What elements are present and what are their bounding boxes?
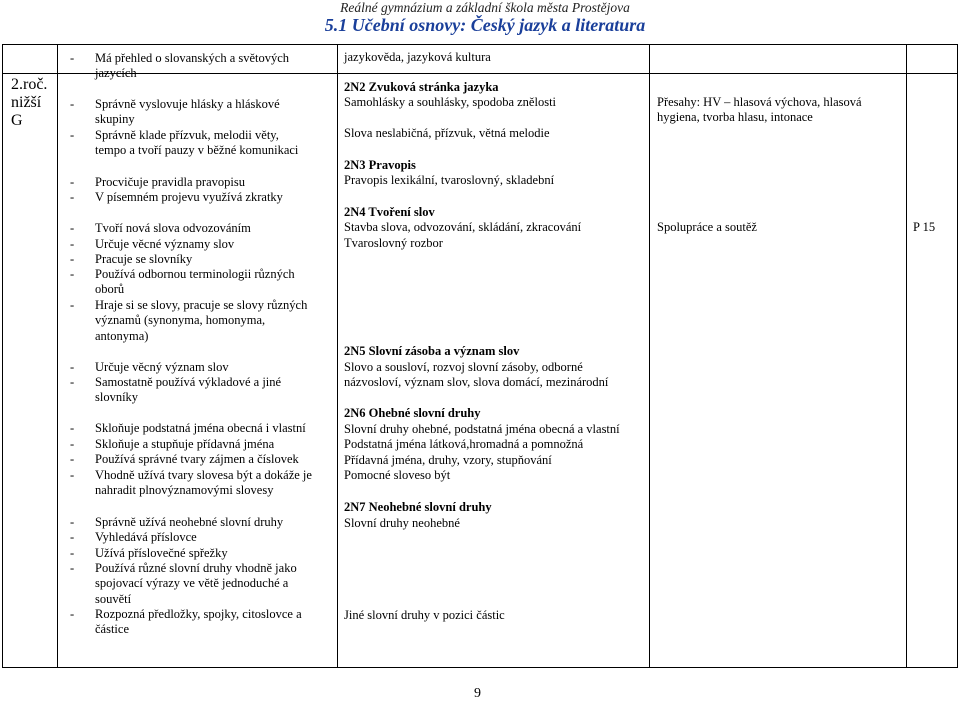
- cross-curricular-links: Přesahy: HV – hlasová výchova, hlasová: [657, 95, 862, 109]
- section-2n2-title: 2N2 Zvuková stránka jazyka: [344, 80, 499, 94]
- outcome-text: oborů: [95, 282, 125, 297]
- section-2n7-text: Jiné slovní druhy v pozici částic: [344, 608, 505, 622]
- outcome-text: Užívá příslovečné spřežky: [95, 546, 228, 560]
- bullet-dash: -: [70, 267, 75, 281]
- section-2n6-text: Přídavná jména, druhy, vzory, stupňování: [344, 453, 552, 467]
- outcome-text: Určuje věcný význam slov: [95, 360, 229, 374]
- bullet-dash: -: [70, 128, 75, 142]
- outcome-text: souvětí: [95, 591, 132, 606]
- year-label: 2.roč. nižší G: [11, 76, 48, 129]
- section-2n5-text: názvosloví, význam slov, slova domácí, mezinárodní: [344, 375, 609, 389]
- outcome-text: Tvoří nová slova odvozováním: [95, 221, 251, 235]
- curriculum-table: [2, 44, 958, 668]
- outcome-text: Správně vyslovuje hlásky a hláskové: [95, 97, 280, 111]
- outcome-text: tempo a tvoří pauzy v běžné komunikaci: [95, 143, 299, 158]
- section-2n4-text: Stavba slova, odvozování, skládání, zkracování: [344, 220, 582, 234]
- page-number: 9: [474, 686, 481, 701]
- section-2n3-text: Pravopis lexikální, tvaroslovný, skladební: [344, 173, 555, 187]
- page-header: [300, 0, 670, 34]
- outcome-text: antonyma): [95, 328, 149, 343]
- section-2n4-text: Tvaroslovný rozbor: [344, 236, 443, 250]
- document-title: 5.1 Učební osnovy: Český jazyk a literatura: [324, 14, 646, 35]
- section-2n2-text: Slova neslabičná, přízvuk, větná melodie: [344, 126, 550, 140]
- outcome-text: spojovací výrazy ve větě jednoduché a: [95, 576, 289, 591]
- section-2n5-title: 2N5 Slovní zásoba a význam slov: [344, 344, 520, 358]
- outcome-text: Má přehled o slovanských a světových: [95, 51, 290, 65]
- section-2n7-text: Slovní druhy neohebné: [344, 516, 460, 530]
- outcome-text: slovníky: [95, 390, 139, 405]
- note-p15: P 15: [913, 220, 936, 234]
- bullet-dash: -: [70, 237, 75, 251]
- bullet-dash: -: [70, 530, 75, 544]
- bullet-dash: -: [70, 252, 75, 266]
- outcome-text: Hraje si se slovy, pracuje se slovy různých: [95, 298, 308, 312]
- outcome-text: Určuje věcné významy slov: [95, 237, 235, 251]
- section-2n5-text: Slovo a sousloví, rozvoj slovní zásoby, odborné: [344, 360, 583, 374]
- section-2n6-title: 2N6 Ohebné slovní druhy: [344, 406, 481, 420]
- section-2n6-text: Pomocné sloveso být: [344, 468, 451, 482]
- bullet-dash: -: [70, 546, 75, 560]
- outcome-text: Vhodně užívá tvary slovesa být a dokáže je: [95, 468, 312, 482]
- outcome-text: skupiny: [95, 112, 135, 127]
- bullet-dash: -: [70, 360, 75, 374]
- bullet-dash: -: [70, 375, 75, 389]
- bullet-dash: -: [70, 515, 75, 529]
- column-divider: [337, 45, 338, 667]
- bullet-dash: -: [70, 97, 75, 111]
- outcome-text: nahradit plnovýznamovými slovesy: [95, 483, 274, 498]
- outcome-text: jazycích: [95, 66, 137, 81]
- outcome-text: Vyhledává příslovce: [95, 530, 197, 544]
- outcome-text: Skloňuje podstatná jména obecná i vlastní: [95, 421, 306, 435]
- outcome-text: Používá správné tvary zájmen a číslovek: [95, 452, 299, 466]
- outcome-text: Používá odbornou terminologii různých: [95, 267, 295, 281]
- column-divider: [649, 45, 650, 667]
- column-divider: [906, 45, 907, 667]
- content-intro: jazykověda, jazyková kultura: [344, 50, 491, 64]
- outcome-text: Rozpozná předložky, spojky, citoslovce a: [95, 607, 302, 621]
- section-2n4-title: 2N4 Tvoření slov: [344, 205, 435, 219]
- outcome-text: Správně klade přízvuk, melodii věty,: [95, 128, 279, 142]
- outcome-text: Používá různé slovní druhy vhodně jako: [95, 561, 297, 575]
- bullet-dash: -: [70, 175, 75, 189]
- bullet-dash: -: [70, 452, 75, 466]
- cross-curricular-links: hygiena, tvorba hlasu, intonace: [657, 110, 813, 124]
- school-name: Reálné gymnázium a základní škola města Prostějova: [340, 0, 630, 15]
- section-2n6-text: Slovní druhy ohebné, podstatná jména obecná a vlastní: [344, 422, 620, 436]
- column-divider: [57, 45, 58, 667]
- section-2n6-text: Podstatná jména látková,hromadná a pomnožná: [344, 437, 584, 451]
- bullet-dash: -: [70, 468, 75, 482]
- outcome-text: V písemném projevu využívá zkratky: [95, 190, 283, 204]
- bullet-dash: -: [70, 298, 75, 312]
- bullet-dash: -: [70, 190, 75, 204]
- section-2n7-title: 2N7 Neohebné slovní druhy: [344, 500, 492, 514]
- bullet-dash: -: [70, 421, 75, 435]
- row-divider: [3, 73, 957, 74]
- bullet-dash: -: [70, 607, 75, 621]
- outcome-text: částice: [95, 622, 130, 637]
- bullet-dash: -: [70, 437, 75, 451]
- outcome-text: Samostatně používá výkladové a jiné: [95, 375, 282, 389]
- bullet-dash: -: [70, 51, 75, 65]
- bullet-dash: -: [70, 561, 75, 575]
- cooperation-note: Spolupráce a soutěž: [657, 220, 757, 234]
- section-2n2-text: Samohlásky a souhlásky, spodoba znělosti: [344, 95, 557, 109]
- outcome-text: Procvičuje pravidla pravopisu: [95, 175, 245, 189]
- outcome-text: Skloňuje a stupňuje přídavná jména: [95, 437, 275, 451]
- bullet-dash: -: [70, 221, 75, 235]
- outcome-text: významů (synonyma, homonyma,: [95, 313, 266, 328]
- section-2n3-title: 2N3 Pravopis: [344, 158, 416, 172]
- outcome-text: Pracuje se slovníky: [95, 252, 193, 266]
- outcome-text: Správně užívá neohebné slovní druhy: [95, 515, 284, 529]
